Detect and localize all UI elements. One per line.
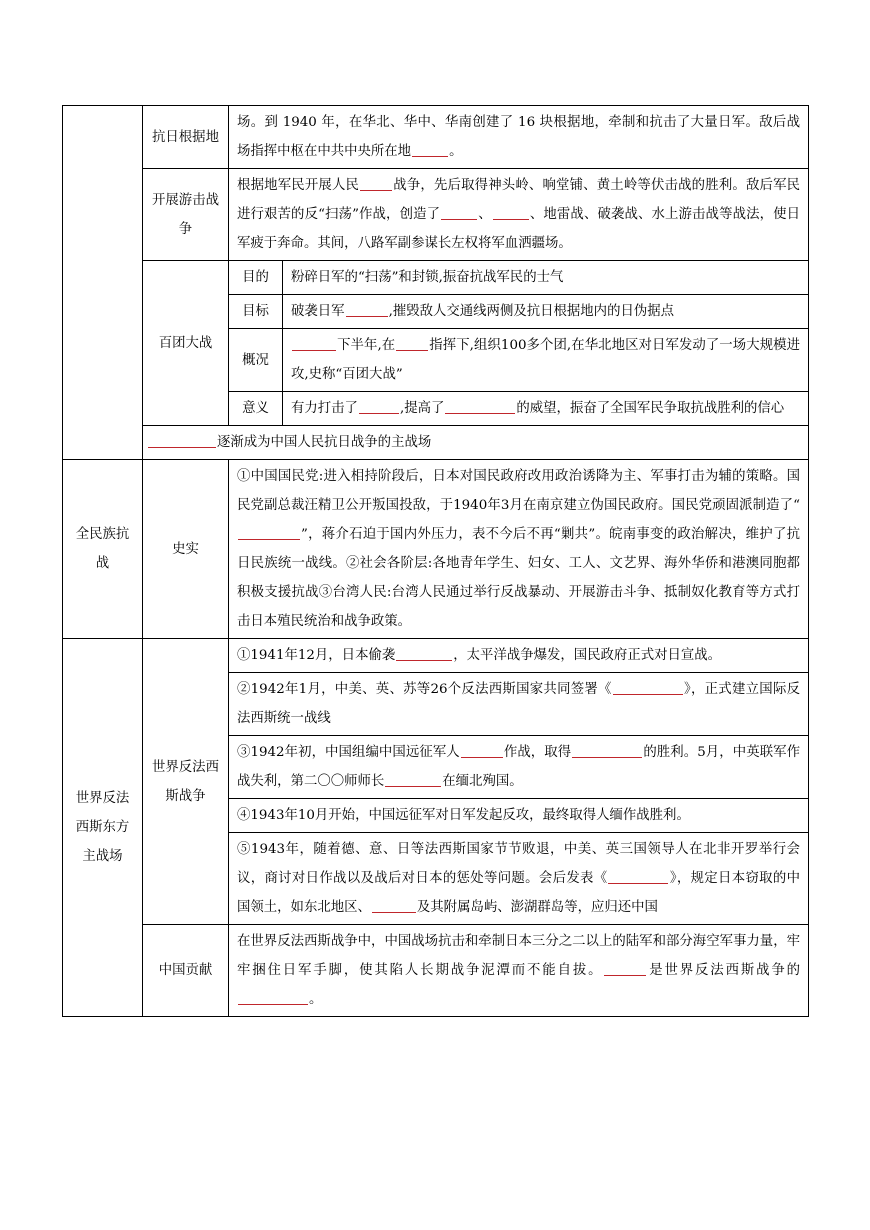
label-national-resistance: 全民族抗战 (63, 460, 143, 639)
fill-blank[interactable] (148, 431, 216, 448)
content-world-item-2: ②1942年1月，中美、英、苏等26个反法西斯国家共同签署《 》，正式建立国际反法西斯统一战线 (229, 673, 809, 736)
content-overview: 下半年,在 指挥下,组织100多个团,在华北地区对日军发动了一场大规模进攻,史称“百团大战” (283, 329, 809, 392)
content-guerrilla: 根据地军民开展人民 战争，先后取得神头岭、响堂铺、黄土岭等伏击战的胜利。敌后军民进行艰苦的反“扫荡”作战，创造了 、 、地雷战、破袭战、水上游击战等战法，使日军疲于奔命。其间，八路军副参谋长左权将军血洒疆场。 (229, 169, 809, 261)
fill-blank[interactable] (441, 203, 477, 220)
fill-blank[interactable] (461, 741, 503, 758)
group-cell-top (63, 106, 143, 460)
row-main-battlefield (63, 426, 809, 460)
fill-blank[interactable] (360, 174, 392, 191)
label-world-antifascist-war: 世界反法西斯战争 (143, 639, 229, 925)
row-hundred-purpose (63, 261, 809, 295)
row-china-contribution (63, 925, 809, 1017)
fill-blank[interactable] (385, 770, 441, 787)
row-world-item-1 (63, 639, 809, 673)
content-purpose: 粉碎日军的“扫荡”和封锁,振奋抗战军民的士气 (283, 261, 809, 295)
content-base-areas: 场。到 1940 年，在华北、华中、华南创建了 16 块根据地，牵制和抗击了大量日军。敌后战场指挥中枢在中共中央所在地 。 (229, 106, 809, 169)
content-world-item-3: ③1942年初，中国组编中国远征军人 作战，取得 的胜利。5月，中英联军作战失利，第二〇〇师师长 在缅北殉国。 (229, 736, 809, 799)
fill-blank[interactable] (238, 988, 308, 1005)
fill-blank[interactable] (372, 896, 416, 913)
label-hundred-regiments: 百团大战 (143, 261, 229, 426)
fill-blank[interactable] (412, 140, 448, 157)
fill-blank[interactable] (396, 334, 428, 351)
content-main-battlefield: 逐渐成为中国人民抗日战争的主战场 (143, 426, 809, 460)
content-target: 破袭日军 ,摧毁敌人交通线两侧及抗日根据地内的日伪据点 (283, 295, 809, 329)
content-meaning: 有力打击了 ,提高了 的威望，振奋了全国军民争取抗战胜利的信心 (283, 392, 809, 426)
label-base-areas: 抗日根据地 (143, 106, 229, 169)
fill-blank[interactable] (445, 397, 515, 414)
fill-blank[interactable] (572, 741, 642, 758)
content-china-contribution: 在世界反法西斯战争中，中国战场抗击和牵制日本三分之二以上的陆军和部分海空军事力量，牢牢捆住日军手脚，使其陷人长期战争泥潭而不能自拔。 是世界反法西斯战争的。 (229, 925, 809, 1017)
fill-blank[interactable] (292, 334, 336, 351)
row-guerrilla (63, 169, 809, 261)
fill-blank[interactable] (493, 203, 529, 220)
label-eastern-main-battlefield: 世界反法西斯东方主战场 (63, 639, 143, 1017)
fill-blank[interactable] (608, 867, 668, 884)
content-world-item-5: ⑤1943年，随着德、意、日等法西斯国家节节败退，中美、英三国领导人在北非开罗举行会议，商讨对日作战以及战后对日本的惩处等问题。会后发表《 》，规定日本窃取的中国领土，如东北地区、 及其附属岛屿、澎湖群岛等，应归还中国 (229, 833, 809, 925)
history-review-table (62, 105, 809, 1017)
fill-blank[interactable] (359, 397, 399, 414)
row-national-resistance (63, 460, 809, 639)
label-historical-facts: 史实 (143, 460, 229, 639)
label-target: 目标 (229, 295, 283, 329)
fill-blank[interactable] (238, 523, 300, 540)
fill-blank[interactable] (604, 959, 646, 976)
label-overview: 概况 (229, 329, 283, 392)
label-china-contribution: 中国贡献 (143, 925, 229, 1017)
content-world-item-1: ①1941年12月，日本偷袭 ，太平洋战争爆发，国民政府正式对日宣战。 (229, 639, 809, 673)
label-guerrilla: 开展游击战争 (143, 169, 229, 261)
fill-blank[interactable] (346, 300, 388, 317)
label-purpose: 目的 (229, 261, 283, 295)
content-historical-facts: ①中国国民党:进入相持阶段后，日本对国民政府改用政治诱降为主、军事打击为辅的策略。国民党副总裁汪精卫公开叛国投敌，于1940年3月在南京建立伪国民政府。国民党顽固派制造了“”，蒋介石迫于国内外压力，表不今后不再“剿共”。皖南事变的政治解决，维护了抗日民族统一战线。②社会各阶层:各地青年学生、妇女、工人、文艺界、海外华侨和港澳同胞都积极支援抗战③台湾人民:台湾人民通过举行反战暴动、开展游击斗争、抵制奴化教育等方式打击日本殖民统治和战争政策。 (229, 460, 809, 639)
fill-blank[interactable] (396, 644, 452, 661)
label-meaning: 意义 (229, 392, 283, 426)
row-base-areas (63, 106, 809, 169)
fill-blank[interactable] (613, 678, 683, 695)
content-world-item-4: ④1943年10月开始，中国远征军对日军发起反攻，最终取得人缅作战胜利。 (229, 799, 809, 833)
